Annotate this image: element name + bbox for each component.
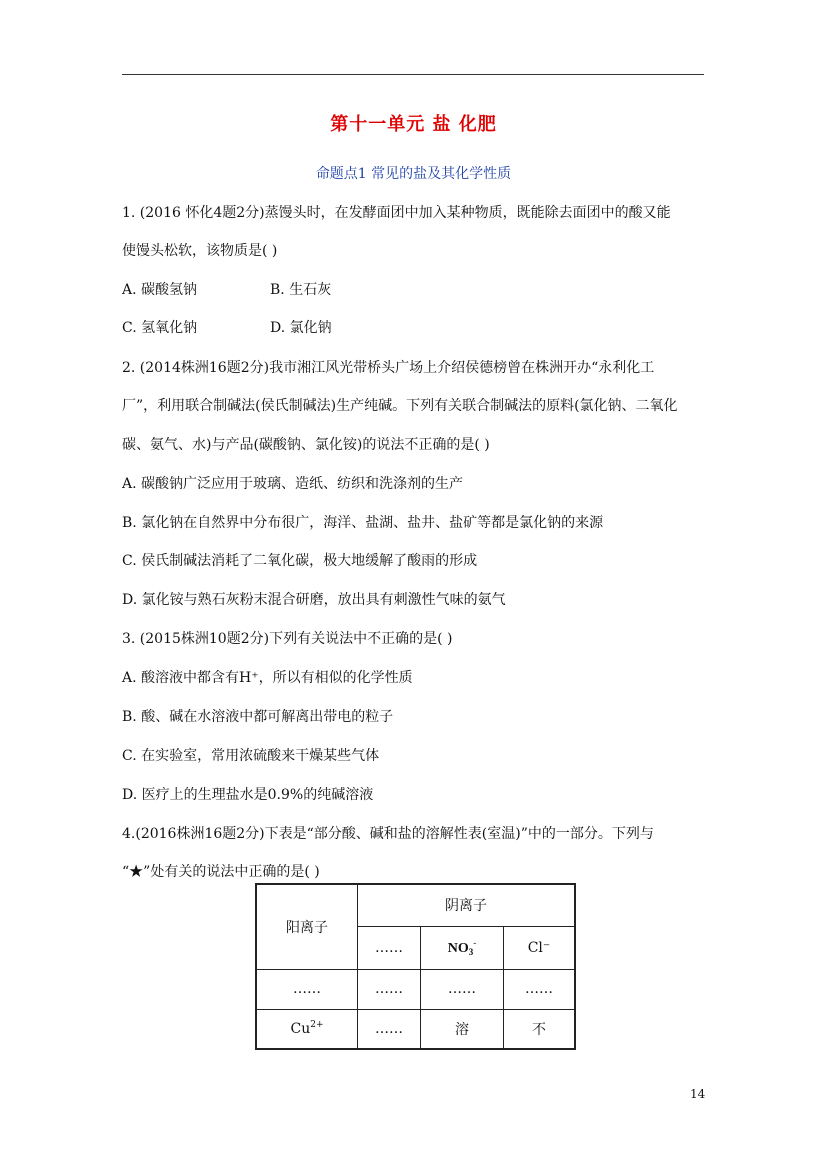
row2-cell-soluble: 溶 (421, 1009, 504, 1049)
topic-subtitle: 命题点1 常见的盐及其化学性质 (315, 166, 512, 182)
copper-superscript: 2+ (310, 1020, 324, 1031)
unit-title: 第十一单元 盐 化肥 (330, 114, 497, 135)
solubility-table (255, 883, 576, 1050)
anion-cell-ellipsis: …… (358, 926, 421, 969)
q1-option-d: D. 氯化钠 (270, 320, 332, 336)
page-number: 14 (690, 1087, 706, 1101)
q2-option-c: C. 侯氏制碱法消耗了二氧化碳，极大地缓解了酸雨的形成 (122, 553, 478, 569)
nitrate-superscript: - (473, 938, 477, 949)
row2-cell-1: …… (358, 1009, 421, 1049)
q4-line-1: 4.(2016株洲16题2分)下表是“部分酸、碱和盐的溶解性表(室温)”中的一部分。下列与 (122, 826, 654, 842)
row1-cell-2: …… (421, 969, 504, 1009)
row2-cation-copper (256, 1009, 358, 1049)
anion-cell-nitrate (421, 926, 504, 969)
q1-option-a: A. 碳酸氢钠 (122, 282, 198, 298)
nitrate-base: NO (447, 940, 469, 956)
q3-line-1: 3. (2015株洲10题2分)下列有关说法中不正确的是( ) (122, 631, 453, 647)
q3-option-b: B. 酸、碱在水溶液中都可解离出带电的粒子 (122, 709, 394, 725)
q3-option-d: D. 医疗上的生理盐水是0.9%的纯碱溶液 (122, 787, 374, 803)
q1-option-c: C. 氢氧化钠 (122, 320, 198, 336)
row2-cell-insoluble: 不 (504, 1009, 576, 1049)
q4-line-2: “★”处有关的说法中正确的是( ) (122, 864, 320, 880)
q3-option-c: C. 在实验室，常用浓硫酸来干燥某些气体 (122, 748, 380, 764)
q3-option-a: A. 酸溶液中都含有H⁺，所以有相似的化学性质 (122, 670, 413, 686)
anion-header: 阴离子 (358, 884, 576, 926)
q1-line-1: 1. (2016 怀化4题2分)蒸馒头时，在发酵面团中加入某种物质，既能除去面团中的酸又能 (122, 205, 671, 221)
cation-header: 阳离子 (256, 884, 358, 969)
q2-option-d: D. 氯化铵与熟石灰粉末混合研磨，放出具有刺激性气味的氨气 (122, 592, 506, 608)
q2-option-b: B. 氯化钠在自然界中分布很广，海洋、盐湖、盐井、盐矿等都是氯化钠的来源 (122, 515, 604, 531)
copper-base: Cu (290, 1021, 311, 1038)
q2-option-a: A. 碳酸钠广泛应用于玻璃、造纸、纺织和洗涤剂的生产 (122, 476, 464, 492)
q1-option-b: B. 生石灰 (270, 282, 332, 298)
anion-cell-chloride: Cl⁻ (504, 926, 576, 969)
q2-line-2: 厂”，利用联合制碱法(侯氏制碱法)生产纯碱。下列有关联合制碱法的原料(氯化钠、二氧化 (122, 398, 678, 414)
row1-cation: …… (256, 969, 358, 1009)
header-rule (122, 74, 704, 75)
row1-cell-3: …… (504, 969, 576, 1009)
q1-line-2: 使馒头松软，该物质是( ) (122, 243, 278, 259)
row1-cell-1: …… (358, 969, 421, 1009)
q2-line-1: 2. (2014株洲16题2分)我市湘江风光带桥头广场上介绍侯德榜曾在株洲开办“永利化工 (122, 360, 655, 376)
q2-line-3: 碳、氨气、水)与产品(碳酸钠、氯化铵)的说法不正确的是( ) (122, 437, 490, 453)
nitrate-subscript: 3 (468, 946, 474, 957)
